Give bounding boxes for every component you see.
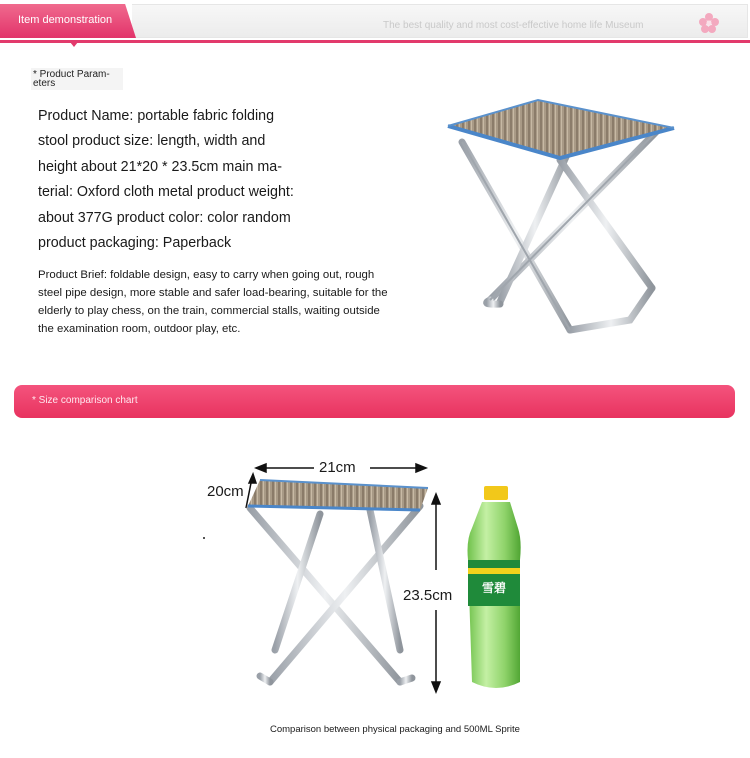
product-brief: Product Brief: foldable design, easy to carry when going out, rough steel pipe design, more stable and safer load-bearing, suitable for the elderly to play chess, on the train, commercial stalls, waiting outside the examination room, outdoor play, etc. <box>38 269 388 335</box>
dimension-depth-label: 20cm <box>207 483 244 500</box>
dimension-width-label: 21cm <box>319 459 356 476</box>
section-label-parameters: * Product Param- eters <box>31 68 123 90</box>
stool-photo <box>420 90 700 350</box>
banner-slogan: The best quality and most cost-effective home life Museum <box>383 20 644 31</box>
size-comparison-figure <box>200 450 540 710</box>
top-banner <box>0 0 750 44</box>
stray-dot <box>203 537 205 539</box>
banner-pointer <box>70 42 78 47</box>
comparison-caption: Comparison between physical packaging and 500ML Sprite <box>270 724 520 735</box>
banner-divider <box>0 40 750 43</box>
product-description: Product Name: portable fabric folding stool product size: length, width and height about 21*20 * 23.5cm main ma- terial: Oxford cloth metal product weight: about 377G product color: color random product packaging: Paperback <box>38 108 294 252</box>
size-chart-header <box>14 385 735 418</box>
svg-text:雪碧: 雪碧 <box>481 581 507 595</box>
dimension-height-label: 23.5cm <box>403 587 453 604</box>
banner-tab-label: Item demonstration <box>18 14 113 26</box>
flower-icon <box>698 12 720 34</box>
section-label-size-chart: * Size comparison chart <box>32 395 138 406</box>
